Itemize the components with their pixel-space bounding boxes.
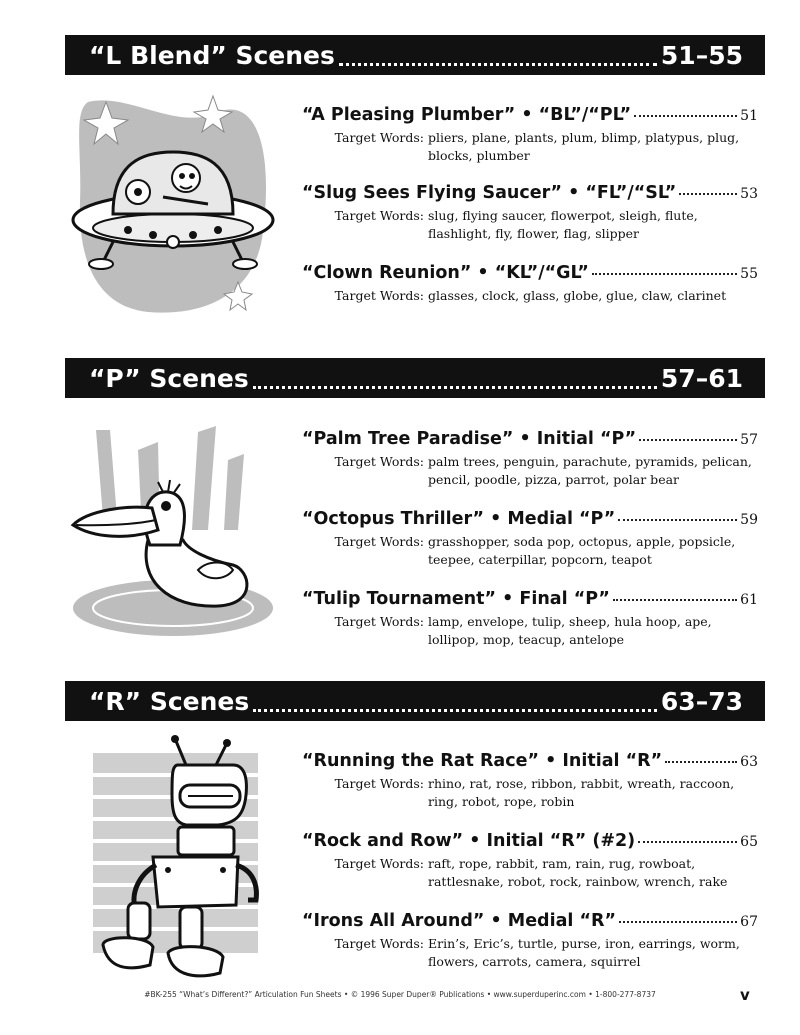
section-title: “R” Scenes [89,686,250,716]
flying-saucer-illustration [68,92,278,322]
entry-page: 65 [740,834,758,850]
leader-dots [665,761,737,763]
entry-page: 51 [740,108,758,124]
entry-palm-tree-paradise [302,428,758,489]
target-words: palm trees, penguin, parachute, pyramids, pelican, pencil, poodle, pizza, parrot, polar bear [428,454,752,487]
entry-title: “Running the Rat Race” • Initial “R” [302,751,663,771]
entry-title: “Rock and Row” • Initial “R” (#2) [302,831,636,851]
target-words: lamp, envelope, tulip, sheep, hula hoop, ape, lollipop, mop, teacup, antelope [428,614,712,647]
target-words-label: Target Words: [334,130,424,145]
target-words-label: Target Words: [334,288,424,303]
pelican-illustration [68,420,278,645]
target-words: pliers, plane, plants, plum, blimp, platypus, plug, blocks, plumber [428,130,740,163]
entry-octopus-thriller [302,508,758,569]
entry-irons-all-around [302,910,758,971]
leader-dots [613,599,737,601]
entry-title: “Irons All Around” • Medial “R” [302,911,616,931]
leader-dots [639,439,737,441]
leader-dots [592,273,737,275]
entry-rock-and-row [302,830,758,891]
section-banner-p [65,358,765,398]
leader-dots [619,921,737,923]
leader-dots [253,709,657,712]
section-pages: 57–61 [660,363,743,393]
entry-title: “Slug Sees Flying Saucer” • “FL”/“SL” [302,183,677,203]
target-words: rhino, rat, rose, ribbon, rabbit, wreath, raccoon, ring, robot, rope, robin [428,776,735,809]
section-pages: 51–55 [660,40,743,70]
target-words-label: Target Words: [334,776,424,791]
entry-page: 63 [740,754,758,770]
target-words: Erin’s, Eric’s, turtle, purse, iron, earrings, worm, flowers, carrots, camera, squirrel [428,936,740,969]
entry-page: 67 [740,914,758,930]
target-words-label: Target Words: [334,936,424,951]
target-words: glasses, clock, glass, globe, glue, claw, clarinet [428,288,727,303]
leader-dots [634,115,737,117]
target-words-label: Target Words: [334,534,424,549]
leader-dots [638,841,737,843]
entry-a-pleasing-plumber [302,104,758,165]
footer-text: #BK-255 “What’s Different?” Articulation Fun Sheets • © 1996 Super Duper® Publications • www.superduperinc.com • 1-800-277-8737 [144,990,656,999]
entry-tulip-tournament [302,588,758,649]
entry-page: 55 [740,266,758,282]
entry-page: 53 [740,186,758,202]
target-words: grasshopper, soda pop, octopus, apple, popsicle, teepee, caterpillar, popcorn, teapot [428,534,736,567]
entry-title: “Tulip Tournament” • Final “P” [302,589,610,609]
entry-title: “Clown Reunion” • “KL”/“GL” [302,263,589,283]
entry-slug-sees-flying-saucer [302,182,758,243]
target-words-label: Target Words: [334,856,424,871]
entry-page: 57 [740,432,758,448]
entry-running-the-rat-race [302,750,758,811]
entry-clown-reunion [302,262,758,305]
page-number: v [740,986,750,1004]
target-words: raft, rope, rabbit, ram, rain, rug, rowboat, rattlesnake, robot, rock, rainbow, wrench, rake [428,856,728,889]
leader-dots [618,519,737,521]
leader-dots [253,386,657,389]
section-pages: 63–73 [660,686,743,716]
entry-title: “Octopus Thriller” • Medial “P” [302,509,616,529]
entry-page: 61 [740,592,758,608]
entry-title: “A Pleasing Plumber” • “BL”/“PL” [302,105,632,125]
section-banner-l-blend [65,35,765,75]
section-title: “L Blend” Scenes [89,40,335,70]
leader-dots [679,193,737,195]
leader-dots [339,63,657,66]
target-words-label: Target Words: [334,208,424,223]
target-words-label: Target Words: [334,454,424,469]
target-words-label: Target Words: [334,614,424,629]
section-title: “P” Scenes [89,363,249,393]
target-words: slug, flying saucer, flowerpot, sleigh, flute, flashlight, fly, flower, flag, slipper [428,208,698,241]
robot-illustration [68,735,278,985]
section-banner-r [65,681,765,721]
entry-title: “Palm Tree Paradise” • Initial “P” [302,429,637,449]
entry-page: 59 [740,512,758,528]
